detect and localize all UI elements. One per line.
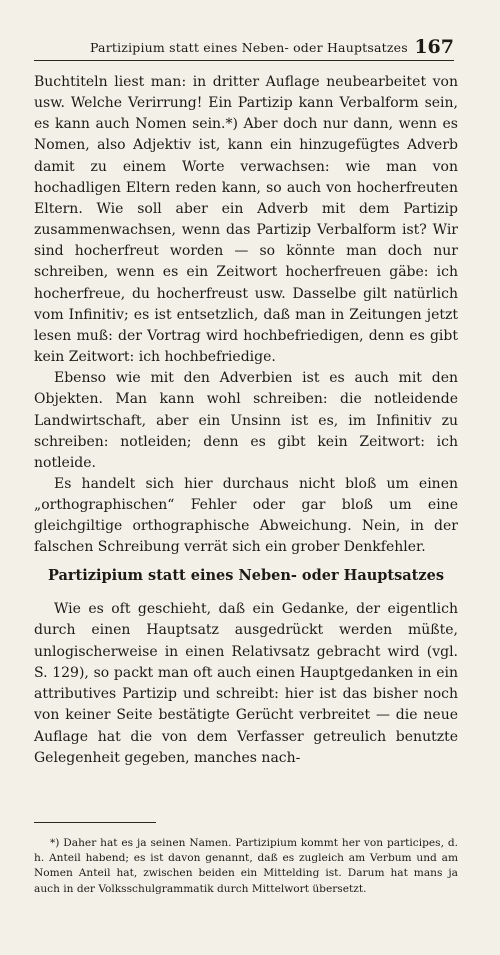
footnote: [34, 836, 458, 897]
running-head: [34, 36, 454, 61]
running-title: Partizipium statt eines Neben- oder Hauptsatzes: [90, 40, 408, 55]
paragraph: Ebenso wie mit den Adverbien ist es auch mit den Objekten. Man kann wohl schreiben: die notleidende Landwirtschaft, aber ein Unsinn ist es, im Infinitiv zu schreiben: notleiden; denn es gibt kein Zeitwort: ich notleide.: [34, 370, 458, 471]
page-number: 167: [414, 36, 454, 58]
paragraph: Buchtiteln liest man: in dritter Auflage neubearbeitet von usw. Welche Verirrung! Ein Partizip kann Verbalform sein, es kann auch Nomen sein.*) Aber doch nur dann, wenn es Nomen, also Adjektiv ist, kann ein hinzugefügtes Adverb damit zu einem Worte verwachsen: wie man von hochadligen Eltern reden kann, so auch von hocherfreuten Eltern. Wie soll aber ein Adverb mit dem Partizip zusammenwachsen, wenn das Partizip Verbalform ist? Wir sind hocherfreut worden — so könnte man doch nur schreiben, wenn es ein Zeitwort hocherfreuen gäbe: ich hocherfreue, du hocherfreust usw. Dasselbe gilt natürlich vom Infinitiv; es ist entsetzlich, daß man in Zeitungen jetzt lesen muß: der Vortrag wird hochbefriedigen, denn es gibt kein Zeitwort: ich hochbefriedige.: [34, 74, 458, 366]
paragraph: Wie es oft geschieht, daß ein Gedanke, der eigentlich durch einen Hauptsatz ausgedrückt werden müßte, unlogischerweise in einen Relativsatz gebracht wird (vgl. S. 129), so packt man oft auch einen Hauptgedanken in ein attributives Partizip und schreibt: hier ist das bisher noch von keiner Seite bestätigte Gerücht verbreitet — die neue Auflage hat die von dem Verfasser getreulich benutzte Gelegenheit gegeben, manches nach-: [34, 601, 458, 767]
paragraph: Es handelt sich hier durchaus nicht bloß um einen „orthographischen“ Fehler oder gar bloß um eine gleichgiltige orthographische Abweichung. Nein, in der falschen Schreibung verrät sich ein grober Denkfehler.: [34, 475, 458, 556]
footnote-divider: [34, 822, 156, 823]
footnote-text: *) Daher hat es ja seinen Namen. Partizipium kommt her von participes, d. h. Anteil habend; es ist davon genannt, daß es zugleich am Verbum und am Nomen Anteil hat, zwischen beiden ein Mittelding ist. Darum hat mans ja auch in der Volksschulgrammatik durch Mittelwort übersetzt.: [34, 837, 458, 895]
section-heading: Partizipium statt eines Neben- oder Hauptsatzes: [47, 567, 445, 584]
section-text: [34, 599, 458, 769]
body-text: [34, 72, 458, 559]
